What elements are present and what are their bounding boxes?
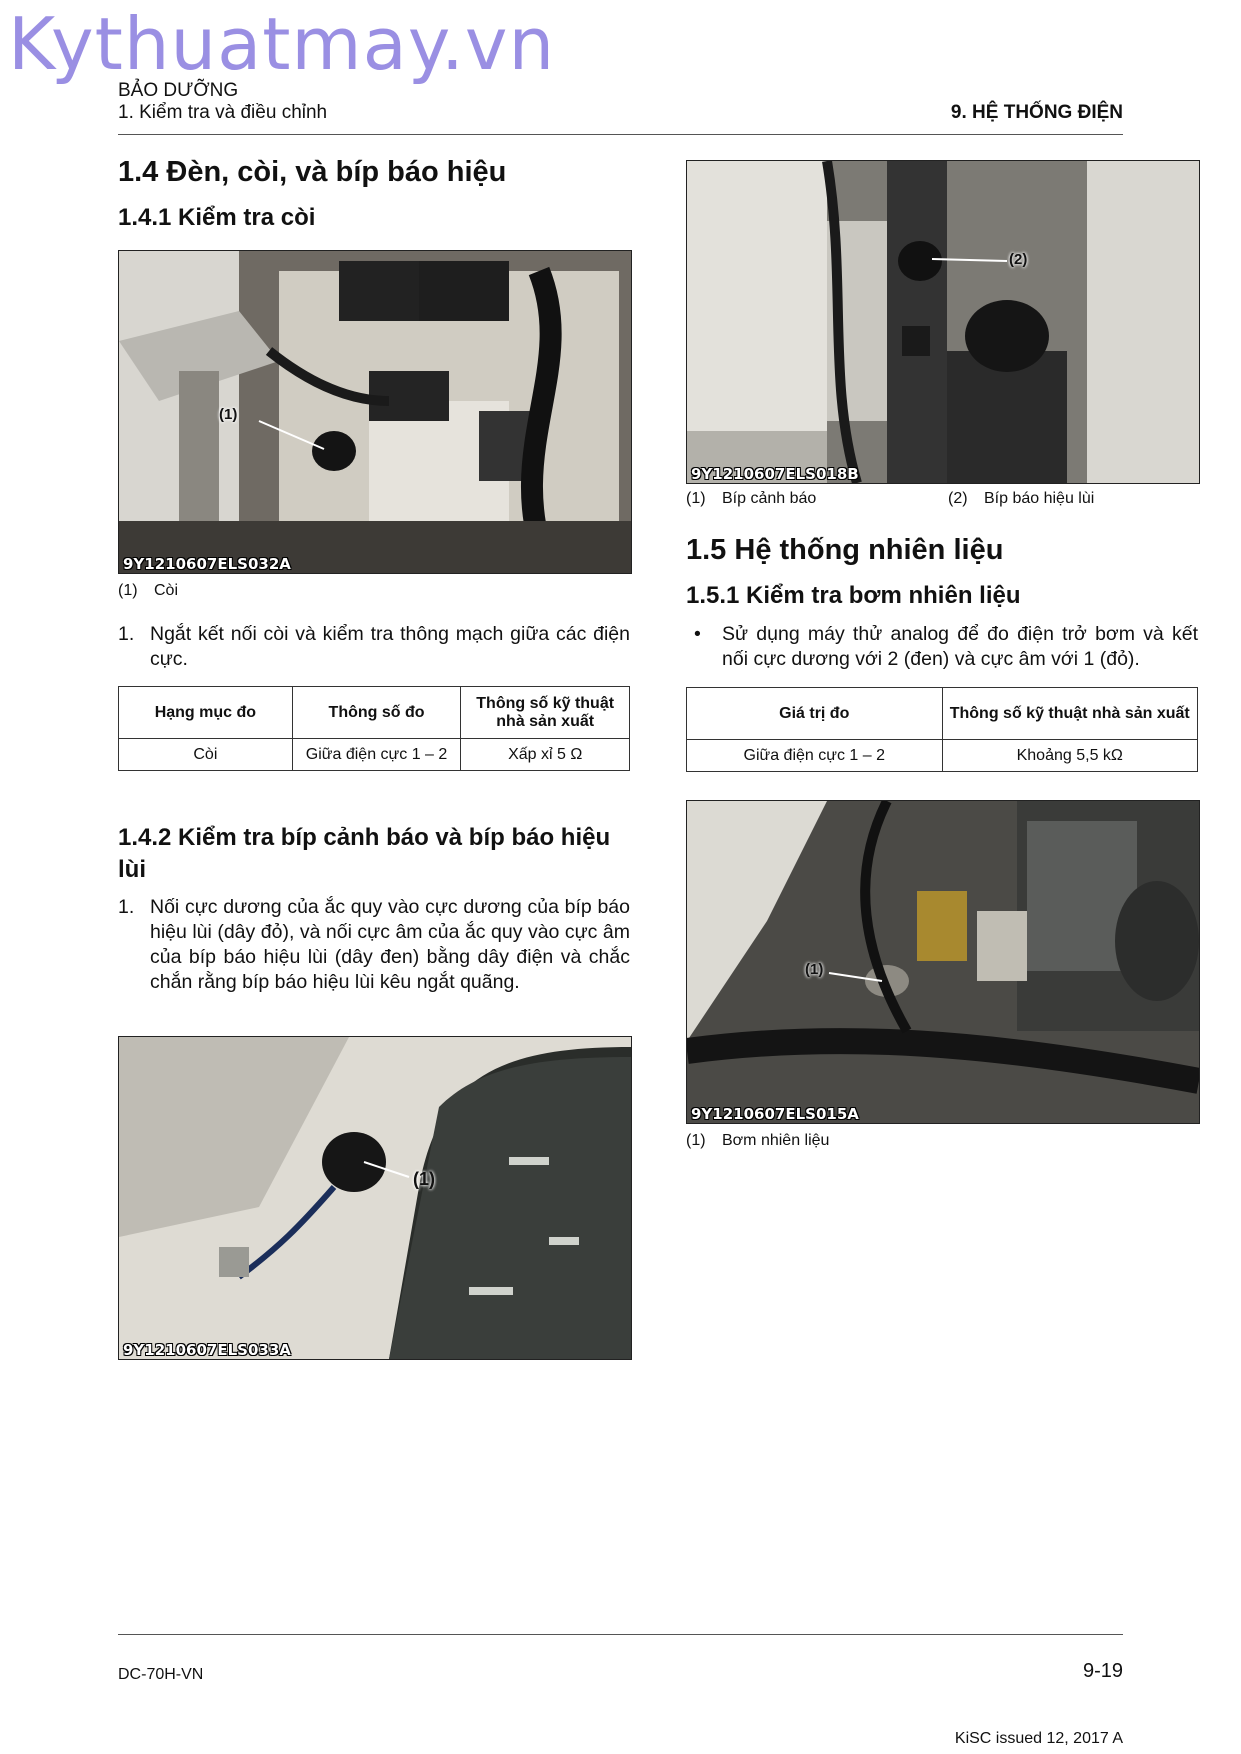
caption-text: Bíp cảnh báo	[722, 490, 817, 507]
table-header: Thông số kỹ thuật nhà sản xuất	[461, 687, 630, 739]
table-cell: Xấp xỉ 5 Ω	[461, 739, 630, 771]
caption-number: (2)	[948, 490, 968, 507]
photo-caption	[948, 490, 1094, 508]
issue-note: KiSC issued 12, 2017 A	[954, 1730, 1123, 1747]
bullet-1-5-1	[686, 622, 1198, 672]
header-chapter-title: 9. HỆ THỐNG ĐIỆN	[950, 102, 1123, 123]
step-text: Ngắt kết nối còi và kiểm tra thông mạch giữa các điện cực.	[150, 623, 630, 670]
header-rule	[118, 134, 1123, 135]
step-number: 1.	[118, 896, 135, 918]
bullet-mark: •	[694, 623, 701, 645]
table-cell: Còi	[119, 739, 293, 771]
caption-number: (1)	[686, 1132, 706, 1149]
photo-code: 9Y1210607ELS033A	[123, 1341, 291, 1359]
header-chapter: BẢO DƯỠNG	[118, 80, 239, 101]
photo-caption	[686, 1132, 829, 1150]
reverse-beeper-photo	[118, 1036, 632, 1360]
table-cell: Khoảng 5,5 kΩ	[942, 740, 1198, 772]
subsection-title-1-4-2: 1.4.2 Kiểm tra bíp cảnh báo và bíp báo hiệu lùi	[118, 824, 611, 883]
caption-text: Còi	[154, 582, 179, 599]
table-header: Hạng mục đo	[119, 687, 293, 739]
header-section: 1. Kiểm tra và điều chỉnh	[118, 102, 328, 123]
step-number: 1.	[118, 623, 135, 645]
fuel-pump-spec-table	[686, 687, 1198, 772]
page-number: 9-19	[1082, 1660, 1123, 1682]
caption-text: Bíp báo hiệu lùi	[984, 490, 1095, 507]
photo-code: 9Y1210607ELS032A	[123, 555, 291, 573]
footer-rule	[118, 1634, 1123, 1635]
caption-number: (1)	[118, 582, 138, 599]
beeper-callout: (1)	[413, 1169, 435, 1189]
buzzer-callout: (2)	[1009, 251, 1028, 268]
fuel-pump-callout: (1)	[805, 961, 824, 978]
step-1-4-2	[118, 895, 630, 995]
horn-photo	[118, 250, 632, 574]
fuel-pump-photo	[686, 800, 1200, 1124]
photo-code: 9Y1210607ELS018B	[691, 465, 859, 483]
caption-number: (1)	[686, 490, 706, 507]
horn-spec-table	[118, 686, 630, 771]
table-header: Thông số đo	[292, 687, 461, 739]
table-header: Giá trị đo	[687, 688, 943, 740]
table-header: Thông số kỹ thuật nhà sản xuất	[942, 688, 1198, 740]
caption-text: Bơm nhiên liệu	[722, 1132, 830, 1149]
subsection-title-1-5-1: 1.5.1 Kiểm tra bơm nhiên liệu	[686, 582, 1021, 609]
bullet-text: Sử dụng máy thử analog để đo điện trở bơm và kết nối cực dương với 2 (đen) và cực âm với 1 (đỏ).	[722, 623, 1198, 670]
photo-caption	[118, 582, 178, 600]
horn-callout: (1)	[219, 406, 238, 423]
step-text: Nối cực dương của ắc quy vào cực dương của bíp báo hiệu lùi (dây đỏ), và nối cực âm của ắc quy vào cực âm của bíp báo hiệu lùi (dây đen) bằng dây điện và chắc chắn rằng bíp báo hiệu lùi kêu ngắt quãng.	[150, 896, 630, 993]
section-title-1-4: 1.4 Đèn, còi, và bíp báo hiệu	[118, 156, 507, 188]
section-title-1-5: 1.5 Hệ thống nhiên liệu	[686, 534, 1004, 566]
subsection-title-1-4-1: 1.4.1 Kiểm tra còi	[118, 204, 316, 231]
watermark: Kythuatmay.vn	[8, 2, 556, 86]
photo-code: 9Y1210607ELS015A	[691, 1105, 859, 1123]
warning-buzzer-photo	[686, 160, 1200, 484]
table-cell: Giữa điện cực 1 – 2	[292, 739, 461, 771]
step-1-4-1	[118, 622, 630, 672]
doc-code: DC-70H-VN	[118, 1666, 204, 1683]
table-cell: Giữa điện cực 1 – 2	[687, 740, 943, 772]
photo-caption	[686, 490, 816, 508]
